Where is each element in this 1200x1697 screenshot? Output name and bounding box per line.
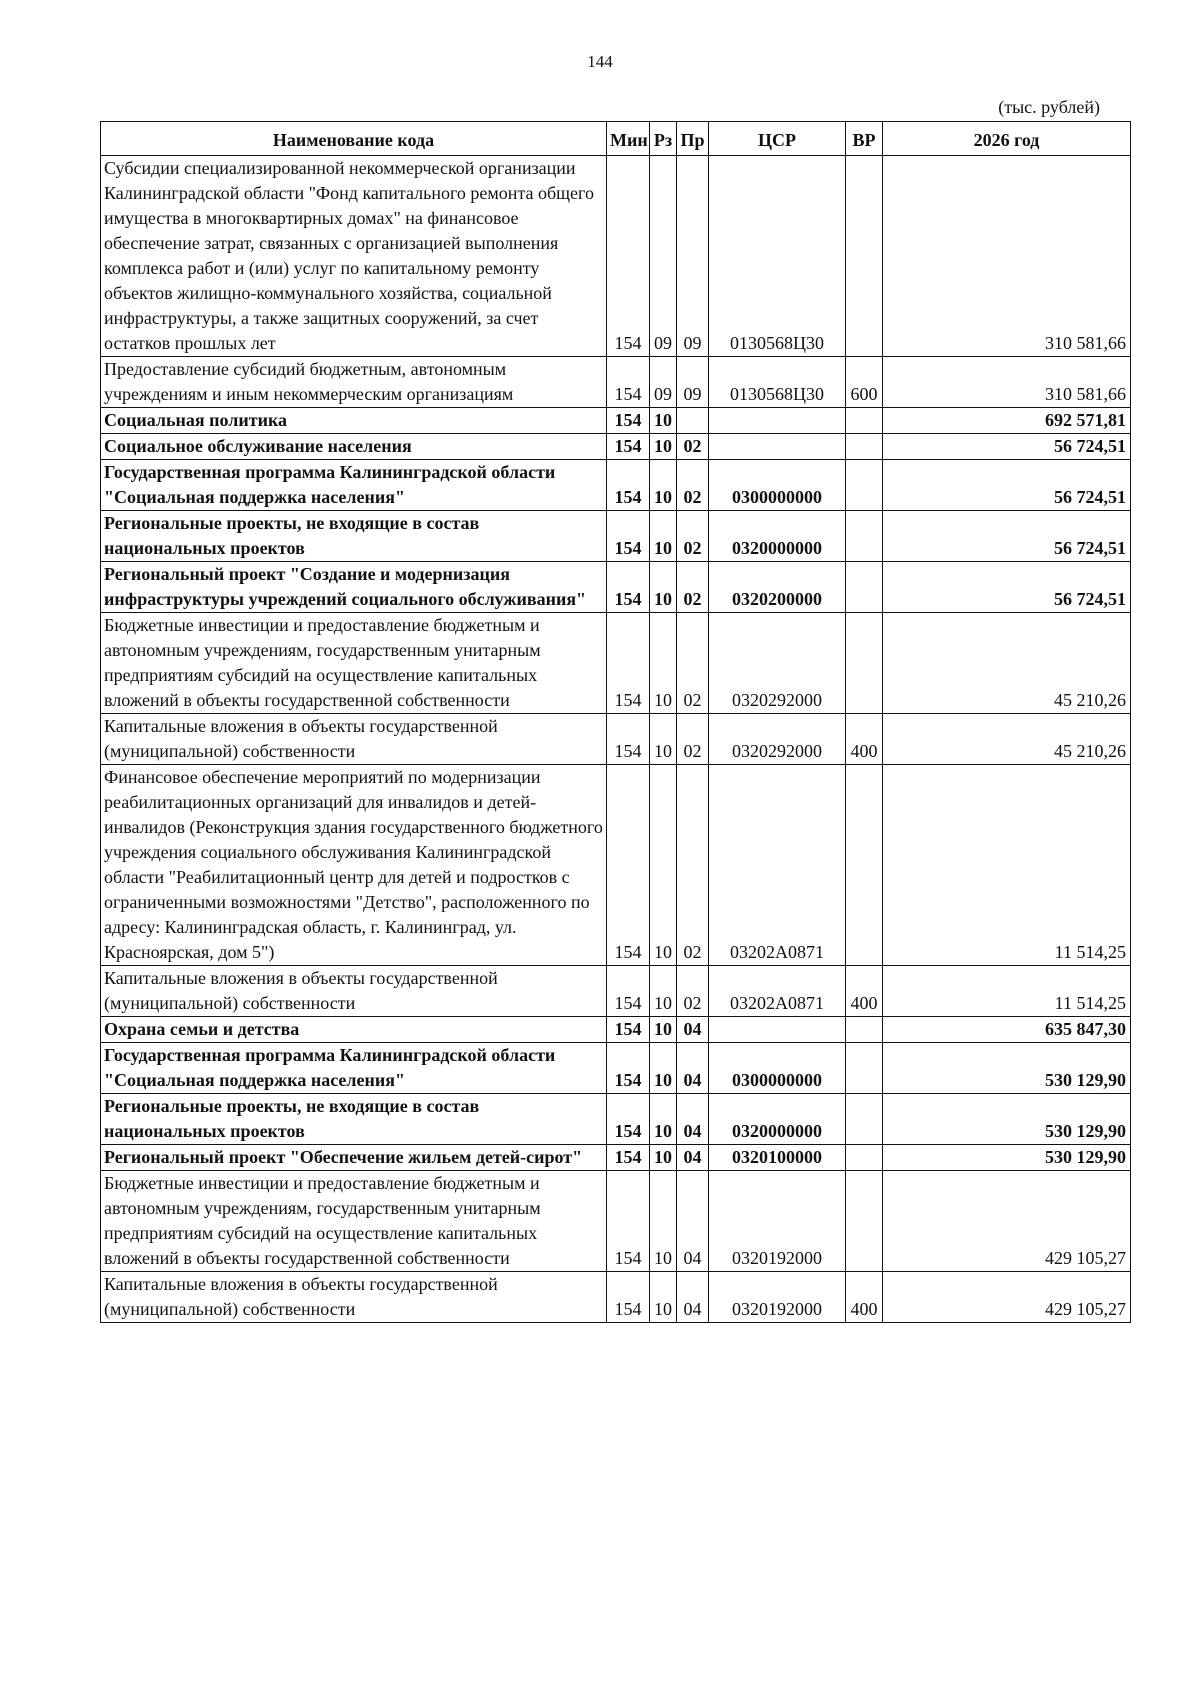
cell-name: Субсидии специализированной некоммерческой организации Калининградской области "Фонд капитального ремонта общего имущества в многоквартирных домах" на финансовое обеспечение затрат, связанных с организацией выполнения комплекса работ и (или) услуг по капитальному ремонту объектов жилищно-коммунального хозяйства, социальной инфраструктуры, а также защитных сооружений, за счет остатков прошлых лет [101, 156, 607, 357]
cell-amount: 429 105,27 [883, 1171, 1131, 1272]
cell-csr: 0300000000 [709, 1043, 846, 1094]
cell-pr: 09 [677, 357, 709, 408]
cell-pr: 04 [677, 1272, 709, 1323]
cell-name: Социальное обслуживание населения [101, 434, 607, 460]
cell-name: Социальная политика [101, 408, 607, 434]
cell-vr [846, 562, 883, 613]
table-body [101, 156, 1131, 1323]
cell-vr [846, 1171, 883, 1272]
table-row [101, 1171, 1131, 1272]
table-row [101, 434, 1131, 460]
cell-min: 154 [607, 1094, 650, 1145]
cell-rz: 10 [650, 408, 677, 434]
cell-pr [677, 408, 709, 434]
cell-pr: 02 [677, 562, 709, 613]
cell-csr: 0320200000 [709, 562, 846, 613]
cell-min: 154 [607, 156, 650, 357]
cell-vr [846, 1145, 883, 1171]
header-name: Наименование кода [101, 122, 607, 156]
cell-csr [709, 408, 846, 434]
cell-rz: 10 [650, 562, 677, 613]
cell-amount: 310 581,66 [883, 357, 1131, 408]
cell-pr: 02 [677, 511, 709, 562]
cell-vr [846, 613, 883, 714]
cell-min: 154 [607, 1017, 650, 1043]
cell-vr [846, 434, 883, 460]
cell-amount: 11 514,25 [883, 966, 1131, 1017]
cell-name: Региональные проекты, не входящие в состав национальных проектов [101, 511, 607, 562]
cell-csr [709, 434, 846, 460]
cell-rz: 10 [650, 1094, 677, 1145]
cell-min: 154 [607, 434, 650, 460]
cell-amount: 692 571,81 [883, 408, 1131, 434]
cell-amount: 56 724,51 [883, 562, 1131, 613]
cell-rz: 09 [650, 357, 677, 408]
cell-min: 154 [607, 408, 650, 434]
cell-pr: 02 [677, 765, 709, 966]
cell-rz: 10 [650, 434, 677, 460]
cell-csr: 0320000000 [709, 511, 846, 562]
table-row [101, 1272, 1131, 1323]
cell-name: Бюджетные инвестиции и предоставление бюджетным и автономным учреждениям, государственным унитарным предприятиям субсидий на осуществление капитальных вложений в объекты государственной собственности [101, 613, 607, 714]
cell-amount: 530 129,90 [883, 1145, 1131, 1171]
cell-pr: 02 [677, 714, 709, 765]
header-csr: ЦСР [709, 122, 846, 156]
budget-table [100, 121, 1131, 1323]
cell-csr: 03202А0871 [709, 765, 846, 966]
cell-name: Бюджетные инвестиции и предоставление бюджетным и автономным учреждениям, государственным унитарным предприятиям субсидий на осуществление капитальных вложений в объекты государственной собственности [101, 1171, 607, 1272]
table-row [101, 460, 1131, 511]
cell-vr: 400 [846, 966, 883, 1017]
cell-rz: 10 [650, 765, 677, 966]
cell-vr [846, 1094, 883, 1145]
header-vr: ВР [846, 122, 883, 156]
table-row [101, 1145, 1131, 1171]
table-row [101, 357, 1131, 408]
cell-vr: 400 [846, 714, 883, 765]
cell-min: 154 [607, 562, 650, 613]
header-rz: Рз [650, 122, 677, 156]
cell-min: 154 [607, 460, 650, 511]
cell-vr [846, 408, 883, 434]
cell-vr: 600 [846, 357, 883, 408]
cell-amount: 56 724,51 [883, 434, 1131, 460]
header-pr: Пр [677, 122, 709, 156]
cell-name: Капитальные вложения в объекты государственной (муниципальной) собственности [101, 714, 607, 765]
cell-rz: 10 [650, 613, 677, 714]
cell-min: 154 [607, 1043, 650, 1094]
cell-name: Капитальные вложения в объекты государственной (муниципальной) собственности [101, 1272, 607, 1323]
table-row [101, 511, 1131, 562]
cell-rz: 10 [650, 966, 677, 1017]
table-row [101, 156, 1131, 357]
cell-pr: 04 [677, 1171, 709, 1272]
cell-amount: 45 210,26 [883, 714, 1131, 765]
cell-pr: 04 [677, 1094, 709, 1145]
table-row [101, 1017, 1131, 1043]
header-year: 2026 год [883, 122, 1131, 156]
cell-min: 154 [607, 1145, 650, 1171]
cell-name: Предоставление субсидий бюджетным, автономным учреждениям и иным некоммерческим организациям [101, 357, 607, 408]
cell-amount: 530 129,90 [883, 1043, 1131, 1094]
cell-min: 154 [607, 765, 650, 966]
cell-vr [846, 156, 883, 357]
cell-name: Финансовое обеспечение мероприятий по модернизации реабилитационных организаций для инвалидов и детей-инвалидов (Реконструкция здания государственного бюджетного учреждения социального обслуживания Калининградской области "Реабилитационный центр для детей и подростков с ограниченными возможностями "Детство", расположенного по адресу: Калининградская область, г. Калининград, ул. Красноярская, дом 5") [101, 765, 607, 966]
cell-csr: 0320292000 [709, 714, 846, 765]
cell-pr: 04 [677, 1145, 709, 1171]
cell-amount: 11 514,25 [883, 765, 1131, 966]
cell-vr [846, 1017, 883, 1043]
table-row [101, 714, 1131, 765]
cell-min: 154 [607, 511, 650, 562]
header-row [101, 122, 1131, 156]
cell-amount: 530 129,90 [883, 1094, 1131, 1145]
cell-pr: 04 [677, 1043, 709, 1094]
cell-vr [846, 511, 883, 562]
cell-csr: 0320100000 [709, 1145, 846, 1171]
cell-rz: 10 [650, 460, 677, 511]
cell-csr: 0320192000 [709, 1272, 846, 1323]
cell-rz: 10 [650, 1171, 677, 1272]
cell-rz: 10 [650, 1017, 677, 1043]
cell-vr [846, 765, 883, 966]
cell-name: Региональный проект "Создание и модернизация инфраструктуры учреждений социального обслуживания" [101, 562, 607, 613]
cell-amount: 635 847,30 [883, 1017, 1131, 1043]
cell-rz: 09 [650, 156, 677, 357]
cell-csr: 0300000000 [709, 460, 846, 511]
table-row [101, 1094, 1131, 1145]
cell-rz: 10 [650, 1043, 677, 1094]
cell-name: Региональный проект "Обеспечение жильем детей-сирот" [101, 1145, 607, 1171]
cell-name: Государственная программа Калининградской области "Социальная поддержка населения" [101, 1043, 607, 1094]
cell-csr: 0130568Ц30 [709, 156, 846, 357]
cell-min: 154 [607, 714, 650, 765]
cell-vr [846, 460, 883, 511]
cell-rz: 10 [650, 1272, 677, 1323]
cell-name: Региональные проекты, не входящие в состав национальных проектов [101, 1094, 607, 1145]
cell-amount: 45 210,26 [883, 613, 1131, 714]
header-min: Мин [607, 122, 650, 156]
cell-pr: 04 [677, 1017, 709, 1043]
table-row [101, 765, 1131, 966]
cell-csr [709, 1017, 846, 1043]
cell-rz: 10 [650, 714, 677, 765]
table-row [101, 562, 1131, 613]
table-row [101, 613, 1131, 714]
cell-vr: 400 [846, 1272, 883, 1323]
cell-csr: 0130568Ц30 [709, 357, 846, 408]
cell-amount: 56 724,51 [883, 511, 1131, 562]
cell-pr: 02 [677, 434, 709, 460]
cell-amount: 56 724,51 [883, 460, 1131, 511]
cell-name: Охрана семьи и детства [101, 1017, 607, 1043]
table-row [101, 1043, 1131, 1094]
table-header [101, 122, 1131, 156]
cell-name: Капитальные вложения в объекты государственной (муниципальной) собственности [101, 966, 607, 1017]
cell-csr: 0320000000 [709, 1094, 846, 1145]
cell-rz: 10 [650, 1145, 677, 1171]
cell-rz: 10 [650, 511, 677, 562]
cell-min: 154 [607, 357, 650, 408]
cell-min: 154 [607, 966, 650, 1017]
cell-pr: 02 [677, 460, 709, 511]
page-number: 144 [587, 52, 613, 71]
cell-csr: 0320292000 [709, 613, 846, 714]
cell-min: 154 [607, 1171, 650, 1272]
units-label: (тыс. рублей) [998, 97, 1100, 117]
cell-amount: 429 105,27 [883, 1272, 1131, 1323]
cell-csr: 03202А0871 [709, 966, 846, 1017]
cell-pr: 09 [677, 156, 709, 357]
cell-min: 154 [607, 613, 650, 714]
cell-name: Государственная программа Калининградской области "Социальная поддержка населения" [101, 460, 607, 511]
table-row [101, 408, 1131, 434]
cell-pr: 02 [677, 966, 709, 1017]
cell-min: 154 [607, 1272, 650, 1323]
cell-pr: 02 [677, 613, 709, 714]
cell-csr: 0320192000 [709, 1171, 846, 1272]
table-row [101, 966, 1131, 1017]
cell-vr [846, 1043, 883, 1094]
cell-amount: 310 581,66 [883, 156, 1131, 357]
